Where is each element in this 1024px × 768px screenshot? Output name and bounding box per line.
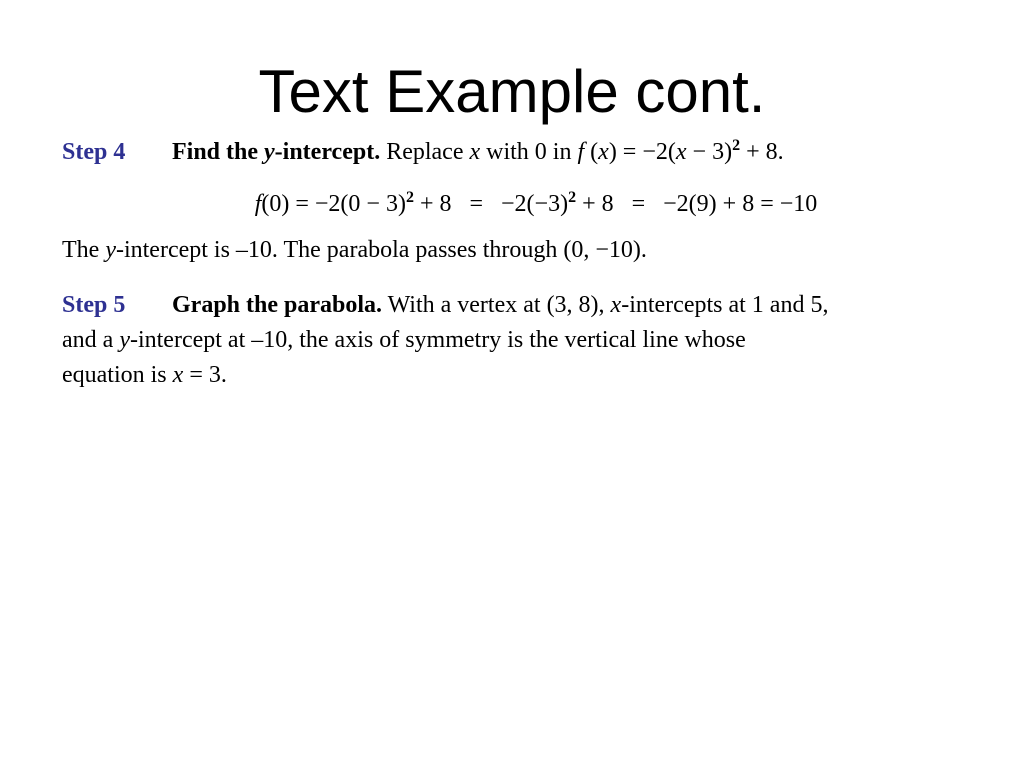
step5-line2-var: y [119,327,130,353]
result-text-b: -intercept is –10. The parabola passes through (0, −10). [115,237,647,263]
step5-line2-b: -intercept at –10, the axis of symmetry is the vertical line whose [129,327,746,353]
step4-func-rest2: − 3) [686,139,733,165]
step4-func-x: x [598,139,609,165]
step4-heading-b: -intercept. [274,139,381,165]
eq-func: f [254,191,262,217]
step5-line1-a: With a vertex at (3, 8), [382,292,611,318]
step5-line1-var: x [610,292,622,318]
step4-func-x2: x [675,139,687,165]
step4-func: f [577,139,585,165]
step4-var-x: x [469,139,481,165]
step5-line-1 [62,288,828,322]
step4-heading-var: y [264,139,275,165]
step5-line-2 [62,323,746,357]
step4-func-rest: ) = −2( [608,139,676,165]
result-var: y [105,237,116,263]
step4-func-paren: ( [584,139,599,165]
eq-exponent-2: 2 [568,189,577,206]
step5-label: Step 5 [62,292,126,318]
step4-heading-a: Find the [172,139,265,165]
step4-text-a: Replace [380,139,470,165]
eq-part3: + 8 = −2(9) + 8 = −10 [576,191,818,217]
step4-exponent: 2 [732,137,741,154]
step5-line2-a: and a [62,327,120,353]
step5-line1-b: -intercepts at 1 and 5, [621,292,829,318]
step5-line3-var: x [172,362,184,388]
slide-title: Text Example cont. [258,58,766,125]
step5-line3-b: = 3. [183,362,227,388]
eq-part2: + 8 = −2(−3) [413,191,569,217]
step4-label: Step 4 [62,139,126,165]
step4-func-end: + 8. [740,139,784,165]
step4-line [62,135,784,172]
step4-text-b: with 0 in [480,139,578,165]
step4-equation [0,187,1024,224]
step5-heading: Graph the parabola. [172,292,383,318]
eq-exponent-1: 2 [405,189,414,206]
eq-part1: (0) = −2(0 − 3) [261,191,406,217]
step5-line-3 [62,358,227,392]
step5-line3-a: equation is [62,362,173,388]
result-text-a: The [62,237,106,263]
step4-result [62,233,647,267]
